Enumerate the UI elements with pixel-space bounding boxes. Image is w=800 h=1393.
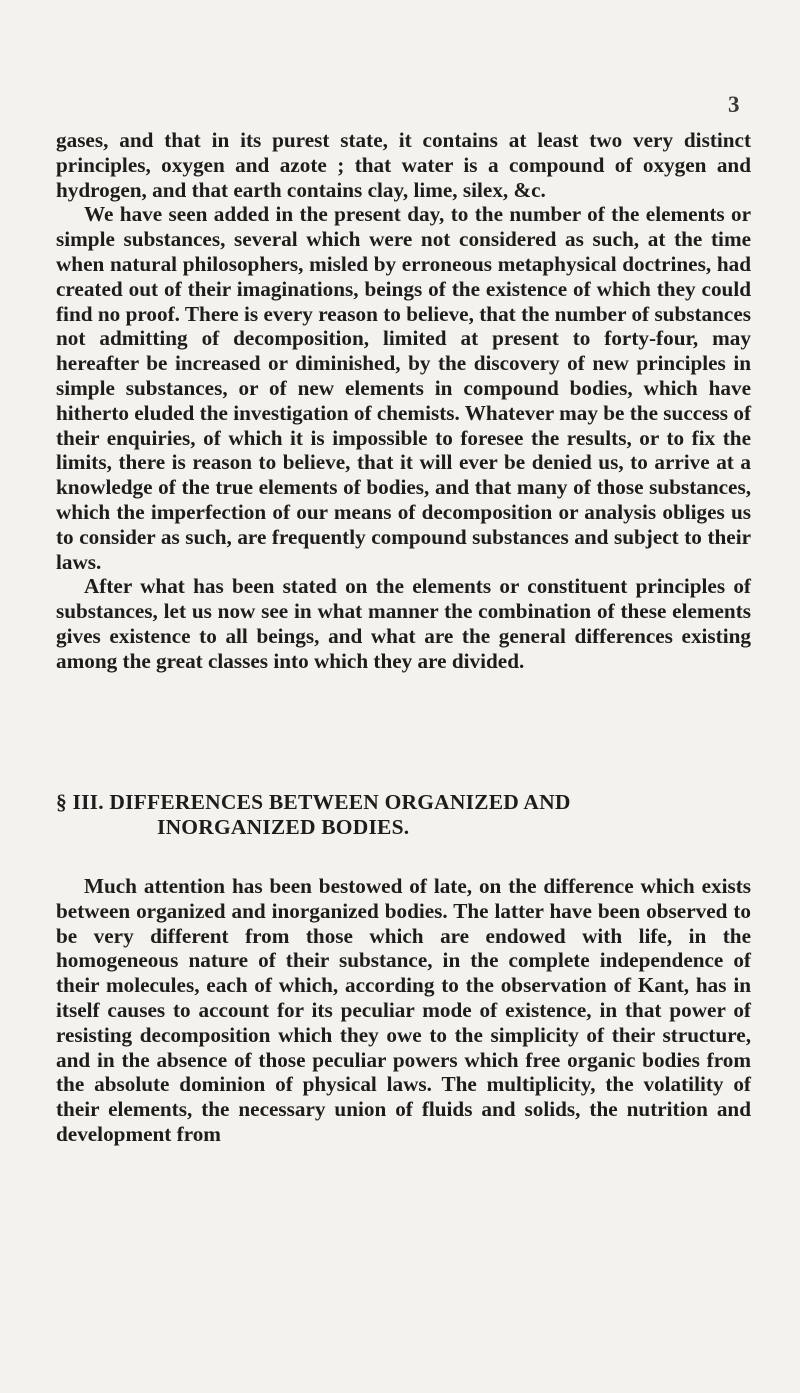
- section-heading-line-1: § III. DIFFERENCES BETWEEN ORGANIZED AND: [56, 790, 571, 814]
- paragraph-elements: We have seen added in the present day, to the number of the elements or simple substances, several which were not considered as such, at the time when natural philosophers, misled by erroneous metaphysical doctrines, had created out of their imaginations, beings of the existence of which they could find no proof. There is every reason to believe, that the number of substances not admitting of decomposition, limited at present to forty-four, may hereafter be increased or diminished, by the discovery of new principles in simple substances, or of new elements in compound bodies, which have hitherto eluded the investigation of chemists. Whatever may be the success of their enquiries, of which it is impossible to foresee the results, or to fix the limits, there is reason to believe, that it will ever be denied us, to arrive at a knowledge of the true elements of bodies, and that many of those substances, which the imperfection of our means of decomposition or analysis obliges us to consider as such, are frequently compound substances and subject to their laws.: [56, 202, 751, 574]
- section-heading: [56, 790, 751, 840]
- paragraph-continuation: gases, and that in its purest state, it contains at least two very distinct principles, oxygen and azote ; that water is a compound of oxygen and hydrogen, and that earth contains clay, lime, silex, &c.: [56, 128, 751, 202]
- body-text-top: [56, 128, 751, 674]
- body-text-bottom: [56, 874, 751, 1147]
- paragraph-differences: Much attention has been bestowed of late, on the difference which exists between organized and inorganized bodies. The latter have been observed to be very different from those which are endowed with life, in the homogeneous nature of their substance, in the complete independence of their molecules, each of which, according to the observation of Kant, has in itself causes to account for its peculiar mode of existence, in that power of resisting decomposition which they owe to the simplicity of their structure, and in the absence of those peculiar powers which free organic bodies from the absolute dominion of physical laws. The multiplicity, the volatility of their elements, the necessary union of fluids and solids, the nutrition and development from: [56, 874, 751, 1146]
- section-heading-line-2: INORGANIZED BODIES.: [157, 815, 410, 839]
- page-number: 3: [728, 92, 740, 117]
- paragraph-transition: After what has been stated on the elements or constituent principles of substances, let us now see in what manner the combination of these elements gives existence to all beings, and what are the general differences existing among the great classes into which they are divided.: [56, 574, 751, 673]
